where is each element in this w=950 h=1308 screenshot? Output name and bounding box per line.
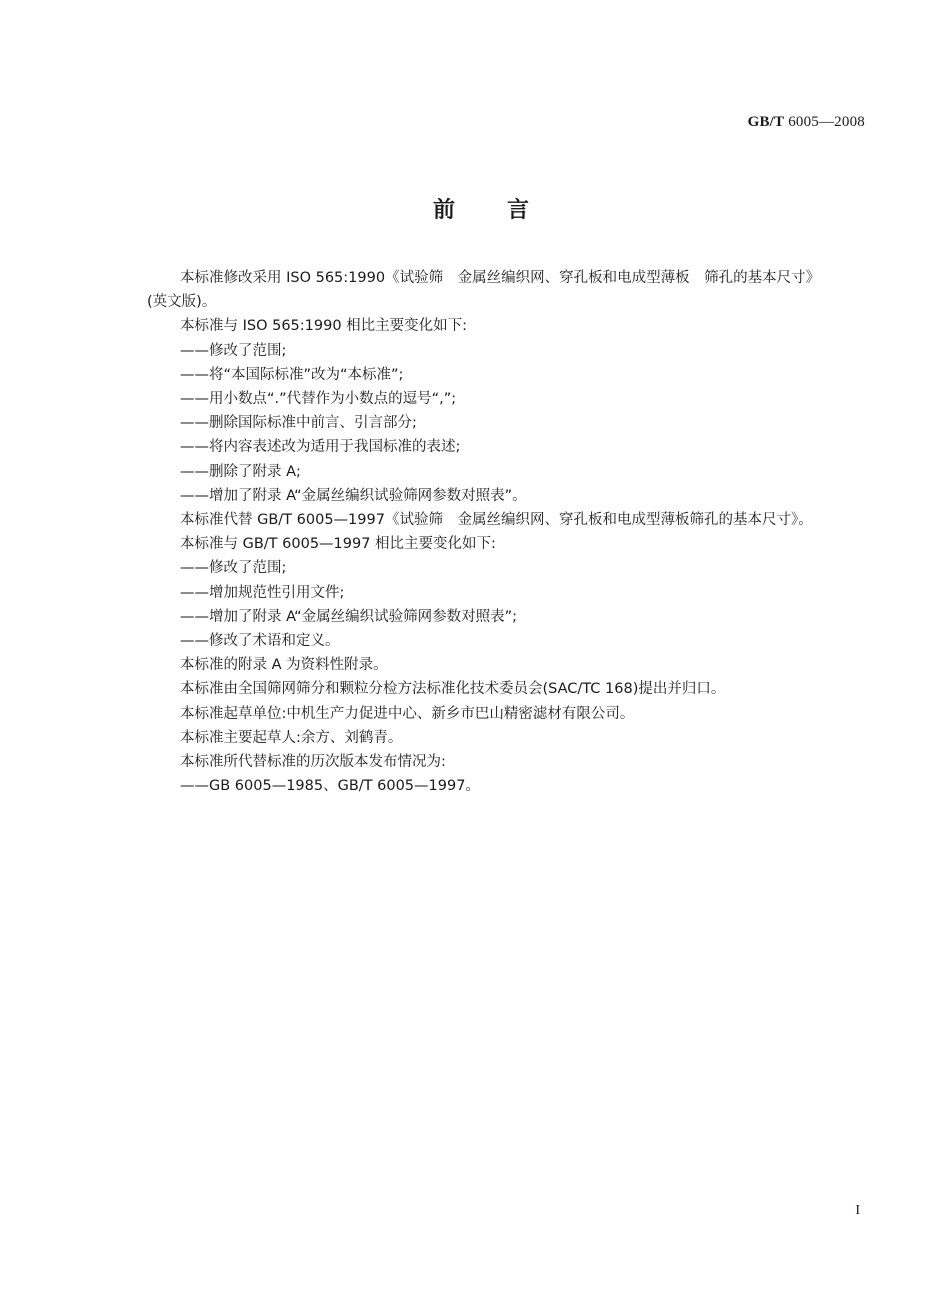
paragraph: 本标准所代替标准的历次版本发布情况为: (180, 754, 446, 771)
paragraph: (英文版)。 (147, 294, 217, 311)
paragraph: 本标准修改采用 ISO 565:1990《试验筛 金属丝编织网、穿孔板和电成型薄板 筛孔的基本尺寸》 (180, 270, 821, 286)
page-number: I (855, 1203, 860, 1218)
list-item: ——删除国际标准中前言、引言部分; (180, 415, 417, 432)
paragraph: 本标准的附录 A 为资料性附录。 (180, 657, 388, 674)
page-title: 前言 (432, 198, 581, 223)
list-item: ——修改了术语和定义。 (180, 633, 340, 650)
list-item: ——修改了范围; (180, 560, 287, 577)
standard-prefix: GB/T (747, 114, 785, 130)
list-item: ——GB 6005—1985、GB/T 6005—1997。 (180, 778, 480, 795)
paragraph: 本标准与 GB/T 6005—1997 相比主要变化如下: (180, 536, 496, 553)
list-item: ——将内容表述改为适用于我国标准的表述; (180, 439, 461, 456)
paragraph: 本标准与 ISO 565:1990 相比主要变化如下: (180, 318, 468, 335)
standard-code (748, 114, 865, 131)
paragraph: 本标准起草单位:中机生产力促进中心、新乡市巴山精密滤材有限公司。 (180, 705, 635, 722)
paragraph: 本标准由全国筛网筛分和颗粒分检方法标准化技术委员会(SAC/TC 168)提出并归口。 (180, 681, 726, 698)
standard-number: 6005—2008 (788, 114, 865, 130)
list-item: ——删除了附录 A; (180, 463, 301, 480)
foreword-body (147, 266, 869, 798)
list-item: ——将“本国际标准”改为“本标准”; (180, 366, 404, 383)
list-item: ——用小数点“.”代替作为小数点的逗号“,”; (180, 391, 457, 408)
paragraph: 本标准代替 GB/T 6005—1997《试验筛 金属丝编织网、穿孔板和电成型薄板筛孔的基本尺寸》。 (180, 512, 813, 529)
list-item: ——增加规范性引用文件; (180, 584, 345, 601)
list-item: ——增加了附录 A“金属丝编织试验筛网参数对照表”; (180, 608, 518, 625)
list-item: ——增加了附录 A“金属丝编织试验筛网参数对照表”。 (180, 487, 527, 504)
list-item: ——修改了范围; (180, 342, 287, 359)
paragraph: 本标准主要起草人:余方、刘鹤青。 (180, 729, 403, 746)
